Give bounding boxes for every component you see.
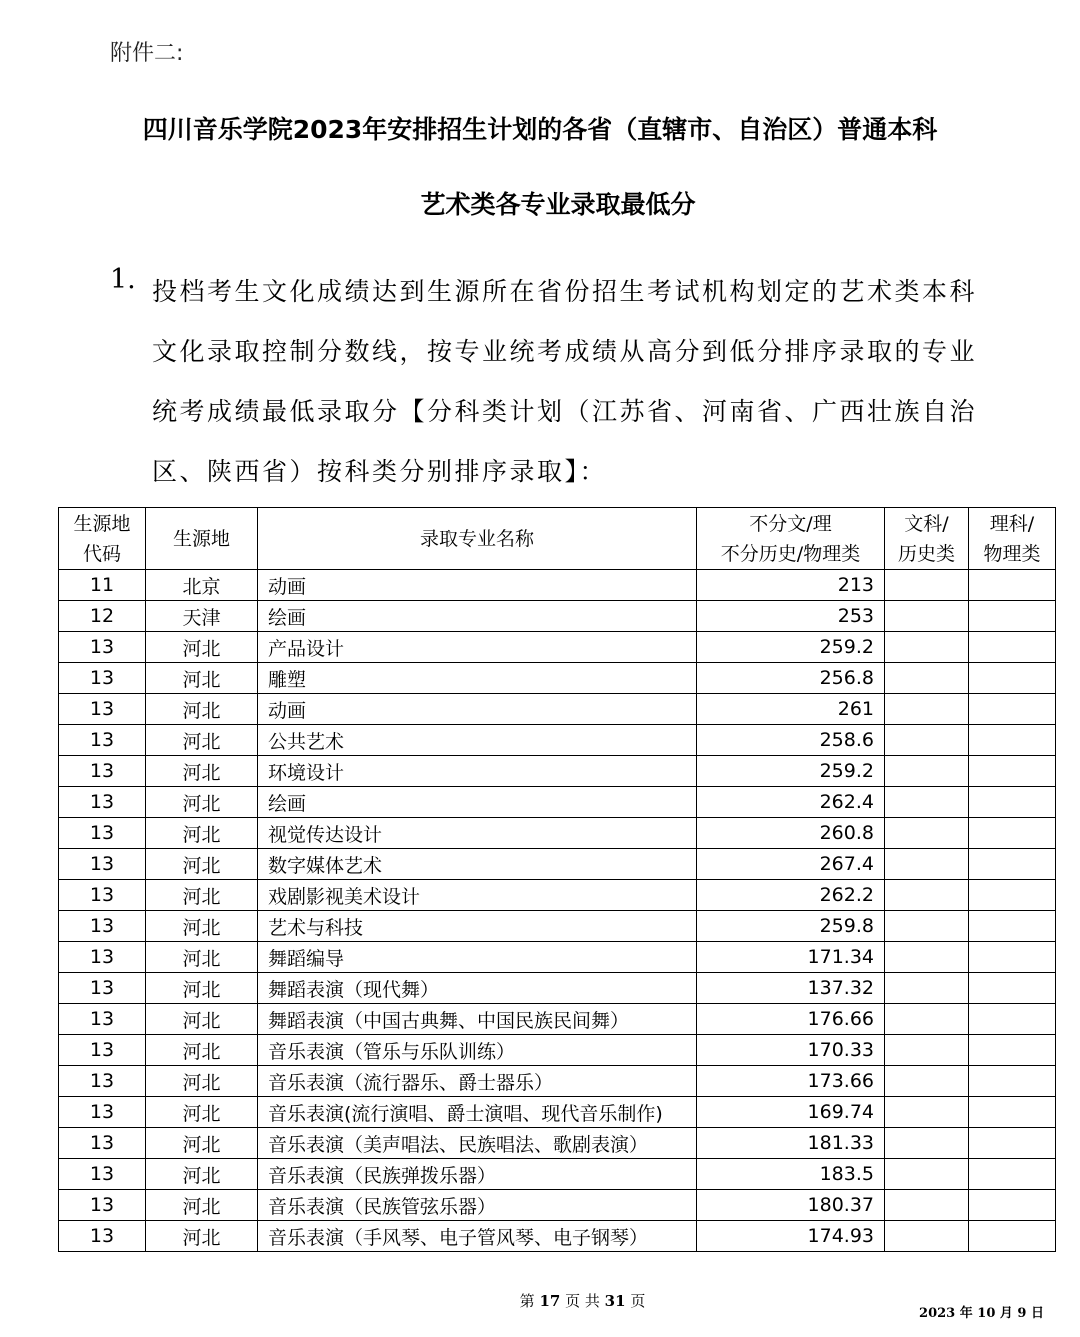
document-title-line2: 艺术类各专业录取最低分 <box>420 190 696 219</box>
cell-arts-score <box>885 973 969 1004</box>
cell-min-score: 170.33 <box>697 1035 885 1066</box>
cell-province-code: 11 <box>59 570 146 601</box>
cell-min-score: 173.66 <box>697 1066 885 1097</box>
table-header-row <box>59 508 1056 570</box>
cell-science-score <box>969 632 1056 663</box>
table-row <box>59 1066 1056 1097</box>
cell-science-score <box>969 1128 1056 1159</box>
cell-province: 河北 <box>146 973 258 1004</box>
cell-min-score: 183.5 <box>697 1159 885 1190</box>
cell-science-score <box>969 787 1056 818</box>
cell-major: 视觉传达设计 <box>258 818 697 849</box>
cell-province-code: 13 <box>59 849 146 880</box>
table-row <box>59 1035 1056 1066</box>
cell-province: 河北 <box>146 663 258 694</box>
cell-min-score: 267.4 <box>697 849 885 880</box>
cell-arts-score <box>885 694 969 725</box>
cell-province: 河北 <box>146 1097 258 1128</box>
cell-arts-score <box>885 756 969 787</box>
table-row <box>59 694 1056 725</box>
admission-scores-table <box>58 507 1056 1252</box>
paragraph-line: 投档考生文化成绩达到生源所在省份招生考试机构划定的艺术类本科 <box>152 277 978 306</box>
cell-science-score <box>969 570 1056 601</box>
cell-major: 绘画 <box>258 787 697 818</box>
table-row <box>59 818 1056 849</box>
table-row <box>59 1221 1056 1252</box>
cell-arts-score <box>885 663 969 694</box>
cell-arts-score <box>885 942 969 973</box>
cell-major: 舞蹈表演（中国古典舞、中国民族民间舞） <box>258 1004 697 1035</box>
cell-province: 河北 <box>146 849 258 880</box>
cell-province-code: 13 <box>59 694 146 725</box>
paragraph-line: 统考成绩最低录取分【分科类计划（江苏省、河南省、广西壮族自治 <box>152 397 978 426</box>
table-row <box>59 849 1056 880</box>
footer-prefix: 第 <box>519 1292 535 1310</box>
cell-province: 河北 <box>146 911 258 942</box>
cell-science-score <box>969 942 1056 973</box>
cell-province-code: 13 <box>59 632 146 663</box>
table-row <box>59 942 1056 973</box>
cell-major: 动画 <box>258 570 697 601</box>
cell-science-score <box>969 1066 1056 1097</box>
table-row <box>59 911 1056 942</box>
cell-min-score: 181.33 <box>697 1128 885 1159</box>
cell-min-score: 258.6 <box>697 725 885 756</box>
cell-science-score <box>969 1221 1056 1252</box>
table-row <box>59 1128 1056 1159</box>
cell-science-score <box>969 601 1056 632</box>
cell-science-score <box>969 663 1056 694</box>
cell-province: 河北 <box>146 787 258 818</box>
cell-major: 舞蹈编导 <box>258 942 697 973</box>
table-row <box>59 973 1056 1004</box>
header-no-division: 不分文/理 不分历史/物理类 <box>697 508 885 570</box>
cell-province: 北京 <box>146 570 258 601</box>
cell-min-score: 180.37 <box>697 1190 885 1221</box>
cell-major: 音乐表演（民族管弦乐器） <box>258 1190 697 1221</box>
cell-province-code: 13 <box>59 663 146 694</box>
header-science-physics: 理科/ 物理类 <box>969 508 1056 570</box>
cell-arts-score <box>885 1035 969 1066</box>
table-row <box>59 1004 1056 1035</box>
page-footer <box>0 1290 1080 1311</box>
cell-min-score: 171.34 <box>697 942 885 973</box>
cell-arts-score <box>885 725 969 756</box>
cell-province: 河北 <box>146 1190 258 1221</box>
cell-province-code: 13 <box>59 1190 146 1221</box>
table-row <box>59 570 1056 601</box>
cell-province: 河北 <box>146 1221 258 1252</box>
paragraph-line: 文化录取控制分数线，按专业统考成绩从高分到低分排序录取的专业 <box>152 337 978 366</box>
cell-province-code: 13 <box>59 787 146 818</box>
cell-science-score <box>969 911 1056 942</box>
cell-province-code: 13 <box>59 1221 146 1252</box>
footer-middle: 页 共 <box>565 1292 600 1310</box>
cell-min-score: 262.2 <box>697 880 885 911</box>
cell-arts-score <box>885 1190 969 1221</box>
cell-min-score: 256.8 <box>697 663 885 694</box>
cell-major: 音乐表演(流行演唱、爵士演唱、现代音乐制作) <box>258 1097 697 1128</box>
footer-total-pages: 31 <box>604 1292 626 1310</box>
cell-science-score <box>969 694 1056 725</box>
cell-major: 雕塑 <box>258 663 697 694</box>
cell-province: 河北 <box>146 756 258 787</box>
cell-min-score: 253 <box>697 601 885 632</box>
cell-province-code: 13 <box>59 973 146 1004</box>
table-row <box>59 601 1056 632</box>
cell-min-score: 169.74 <box>697 1097 885 1128</box>
cell-science-score <box>969 725 1056 756</box>
table-row <box>59 880 1056 911</box>
cell-major: 音乐表演（民族弹拨乐器） <box>258 1159 697 1190</box>
document-date: 2023 年 10 月 9 日 <box>919 1306 1044 1321</box>
cell-province-code: 13 <box>59 1128 146 1159</box>
cell-min-score: 259.2 <box>697 632 885 663</box>
cell-arts-score <box>885 880 969 911</box>
cell-science-score <box>969 1190 1056 1221</box>
cell-province-code: 13 <box>59 911 146 942</box>
cell-min-score: 261 <box>697 694 885 725</box>
document-title-line1: 四川音乐学院2023年安排招生计划的各省（直辖市、自治区）普通本科 <box>142 115 938 144</box>
cell-arts-score <box>885 632 969 663</box>
cell-major: 音乐表演（流行器乐、爵士器乐） <box>258 1066 697 1097</box>
cell-province: 河北 <box>146 725 258 756</box>
cell-arts-score <box>885 911 969 942</box>
cell-major: 戏剧影视美术设计 <box>258 880 697 911</box>
cell-province: 河北 <box>146 1004 258 1035</box>
cell-province: 河北 <box>146 818 258 849</box>
cell-arts-score <box>885 1221 969 1252</box>
cell-arts-score <box>885 1159 969 1190</box>
cell-science-score <box>969 1035 1056 1066</box>
table-row <box>59 756 1056 787</box>
cell-major: 公共艺术 <box>258 725 697 756</box>
cell-science-score <box>969 1097 1056 1128</box>
table-row <box>59 1159 1056 1190</box>
cell-province-code: 13 <box>59 880 146 911</box>
cell-province-code: 13 <box>59 725 146 756</box>
cell-major: 舞蹈表演（现代舞） <box>258 973 697 1004</box>
header-arts-history: 文科/ 历史类 <box>885 508 969 570</box>
cell-province-code: 13 <box>59 1066 146 1097</box>
cell-province: 天津 <box>146 601 258 632</box>
header-major: 录取专业名称 <box>258 508 697 570</box>
paragraph-line: 区、陕西省）按科类分别排序录取】： <box>152 457 608 486</box>
table-row <box>59 725 1056 756</box>
cell-arts-score <box>885 601 969 632</box>
cell-province: 河北 <box>146 1035 258 1066</box>
cell-province-code: 12 <box>59 601 146 632</box>
cell-arts-score <box>885 1097 969 1128</box>
cell-province: 河北 <box>146 1159 258 1190</box>
cell-arts-score <box>885 1066 969 1097</box>
cell-min-score: 213 <box>697 570 885 601</box>
cell-province-code: 13 <box>59 1097 146 1128</box>
attachment-label: 附件二: <box>110 41 184 66</box>
table-row <box>59 1097 1056 1128</box>
cell-province-code: 13 <box>59 1159 146 1190</box>
cell-arts-score <box>885 787 969 818</box>
table-row <box>59 1190 1056 1221</box>
cell-arts-score <box>885 1128 969 1159</box>
cell-min-score: 259.8 <box>697 911 885 942</box>
cell-major: 产品设计 <box>258 632 697 663</box>
cell-science-score <box>969 973 1056 1004</box>
cell-science-score <box>969 1159 1056 1190</box>
cell-province: 河北 <box>146 694 258 725</box>
header-province-code: 生源地 代码 <box>59 508 146 570</box>
cell-province: 河北 <box>146 942 258 973</box>
cell-min-score: 260.8 <box>697 818 885 849</box>
cell-science-score <box>969 756 1056 787</box>
cell-province-code: 13 <box>59 818 146 849</box>
cell-major: 音乐表演（管乐与乐队训练） <box>258 1035 697 1066</box>
cell-arts-score <box>885 1004 969 1035</box>
cell-arts-score <box>885 818 969 849</box>
section-paragraph <box>152 262 992 502</box>
cell-province: 河北 <box>146 1128 258 1159</box>
cell-min-score: 174.93 <box>697 1221 885 1252</box>
cell-major: 动画 <box>258 694 697 725</box>
section-number: 1. <box>110 264 136 295</box>
footer-suffix: 页 <box>630 1292 646 1310</box>
cell-min-score: 137.32 <box>697 973 885 1004</box>
cell-min-score: 259.2 <box>697 756 885 787</box>
cell-min-score: 176.66 <box>697 1004 885 1035</box>
cell-province-code: 13 <box>59 1035 146 1066</box>
footer-page-number: 17 <box>539 1292 561 1310</box>
cell-science-score <box>969 1004 1056 1035</box>
cell-major: 数字媒体艺术 <box>258 849 697 880</box>
cell-major: 音乐表演（美声唱法、民族唱法、歌剧表演） <box>258 1128 697 1159</box>
cell-major: 音乐表演（手风琴、电子管风琴、电子钢琴） <box>258 1221 697 1252</box>
cell-science-score <box>969 849 1056 880</box>
cell-major: 艺术与科技 <box>258 911 697 942</box>
cell-province-code: 13 <box>59 756 146 787</box>
cell-province-code: 13 <box>59 942 146 973</box>
cell-arts-score <box>885 849 969 880</box>
table-row <box>59 787 1056 818</box>
table-row <box>59 632 1056 663</box>
cell-province: 河北 <box>146 880 258 911</box>
cell-science-score <box>969 818 1056 849</box>
cell-science-score <box>969 880 1056 911</box>
cell-arts-score <box>885 570 969 601</box>
cell-min-score: 262.4 <box>697 787 885 818</box>
cell-province: 河北 <box>146 1066 258 1097</box>
cell-province-code: 13 <box>59 1004 146 1035</box>
cell-province: 河北 <box>146 632 258 663</box>
cell-major: 环境设计 <box>258 756 697 787</box>
table-row <box>59 663 1056 694</box>
cell-major: 绘画 <box>258 601 697 632</box>
header-province: 生源地 <box>146 508 258 570</box>
